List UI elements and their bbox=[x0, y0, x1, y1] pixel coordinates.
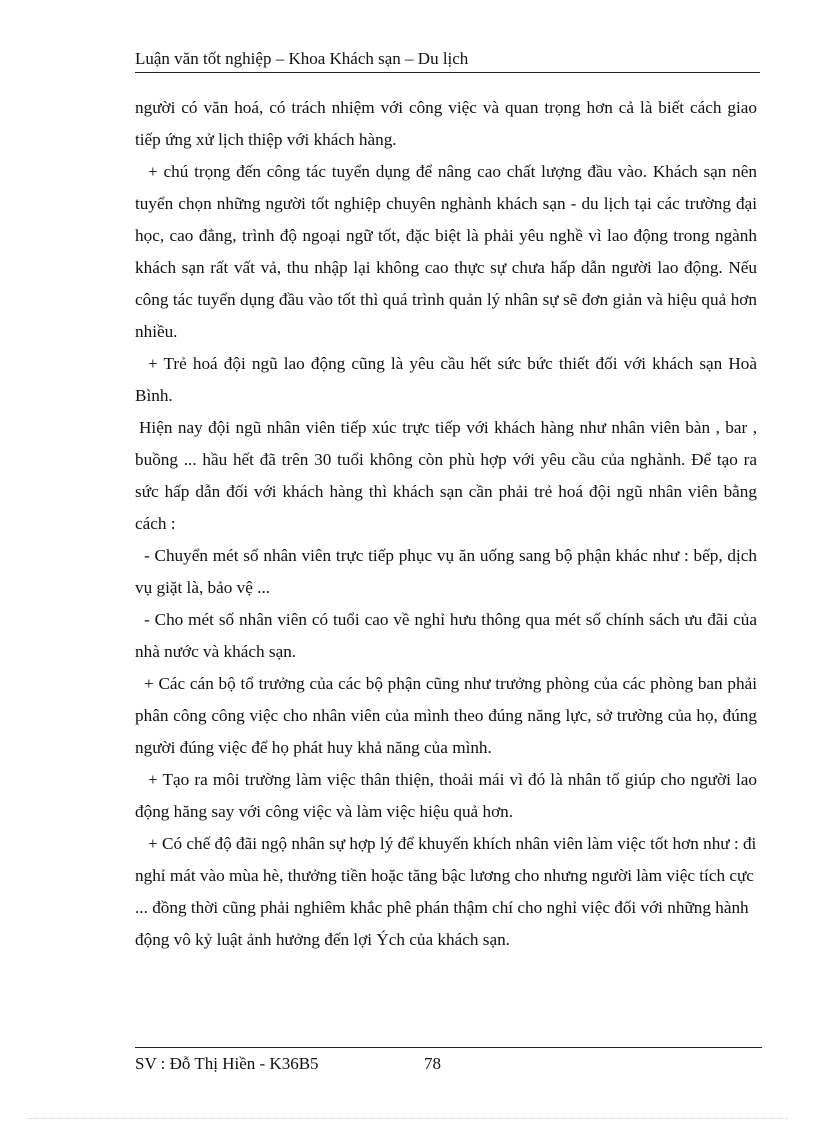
paragraph-2: + chú trọng đến công tác tuyển dụng để nâng cao chất lượng đầu vào. Khách sạn nên tuyển chọn những người tốt nghiệp chuyên nghành khách sạn - du lịch tại các trường đại học, cao đẳng, trình độ ngoại ngữ tốt, đặc biệt là phải yêu nghề vì lao động trong ngành khách sạn rất vất vả, thu nhập lại không cao thực sự chưa hấp dẫn người lao động. Nếu công tác tuyển dụng đầu vào tốt thì quá trình quản lý nhân sự sẽ đơn giản và hiệu quả hơn nhiều. bbox=[135, 162, 757, 341]
page-edge bbox=[28, 1118, 788, 1119]
paragraph-4: Hiện nay đội ngũ nhân viên tiếp xúc trực tiếp với khách hàng như nhân viên bàn , bar , buồng ... hầu hết đã trên 30 tuổi không còn phù hợp với yêu cầu của nghành. Để tạo ra sức hấp dẫn đối với khách hàng thì khách sạn cần phải trẻ hoá đội ngũ nhân viên bằng cách : bbox=[135, 418, 757, 533]
paragraph-6: - Cho mét số nhân viên có tuổi cao về nghỉ hưu thông qua mét số chính sách ưu đãi của nhà nước và khách sạn. bbox=[135, 610, 757, 661]
footer-student: SV : Đỗ Thị Hiền - K36B5 bbox=[135, 1054, 319, 1073]
paragraph-8: + Tạo ra môi trường làm việc thân thiện, thoải mái vì đó là nhân tố giúp cho người lao động hăng say với công việc và làm việc hiệu quả hơn. bbox=[135, 770, 757, 821]
paragraph-1: người có văn hoá, có trách nhiệm với công việc và quan trọng hơn cả là biết cách giao tiếp ứng xử lịch thiệp với khách hàng. bbox=[135, 98, 757, 149]
paragraph-7: + Các cán bộ tổ trưởng của các bộ phận cũng như trưởng phòng của các phòng ban phải phân công công việc cho nhân viên của mình theo đúng năng lực, sở trường của họ, đúng người đúng việc để họ phát huy khả năng của mình. bbox=[135, 674, 757, 757]
paragraph-5: - Chuyển mét số nhân viên trực tiếp phục vụ ăn uống sang bộ phận khác như : bếp, dịch vụ giặt là, bảo vệ ... bbox=[135, 546, 757, 597]
footer-divider bbox=[135, 1047, 762, 1048]
paragraph-3: + Trẻ hoá đội ngũ lao động cũng là yêu cầu hết sức bức thiết đối với khách sạn Hoà Bình. bbox=[135, 354, 757, 405]
page-number: 78 bbox=[424, 1054, 441, 1073]
paragraph-9: + Có chế độ đãi ngộ nhân sự hợp lý để khuyến khích nhân viên làm việc tốt hơn như : đi nghỉ mát vào mùa hè, thưởng tiền hoặc tăng bậc lương cho nhưng người làm việc tích cực ... đồng thời cũng phải nghiêm khắc phê phán thậm chí cho nghỉ việc đối với những hành động vô kỷ luật ảnh hưởng đến lợi Ých của khách sạn. bbox=[135, 834, 757, 949]
document-body bbox=[135, 92, 757, 956]
running-header: Luận văn tốt nghiệp – Khoa Khách sạn – Du lịch bbox=[135, 48, 760, 73]
